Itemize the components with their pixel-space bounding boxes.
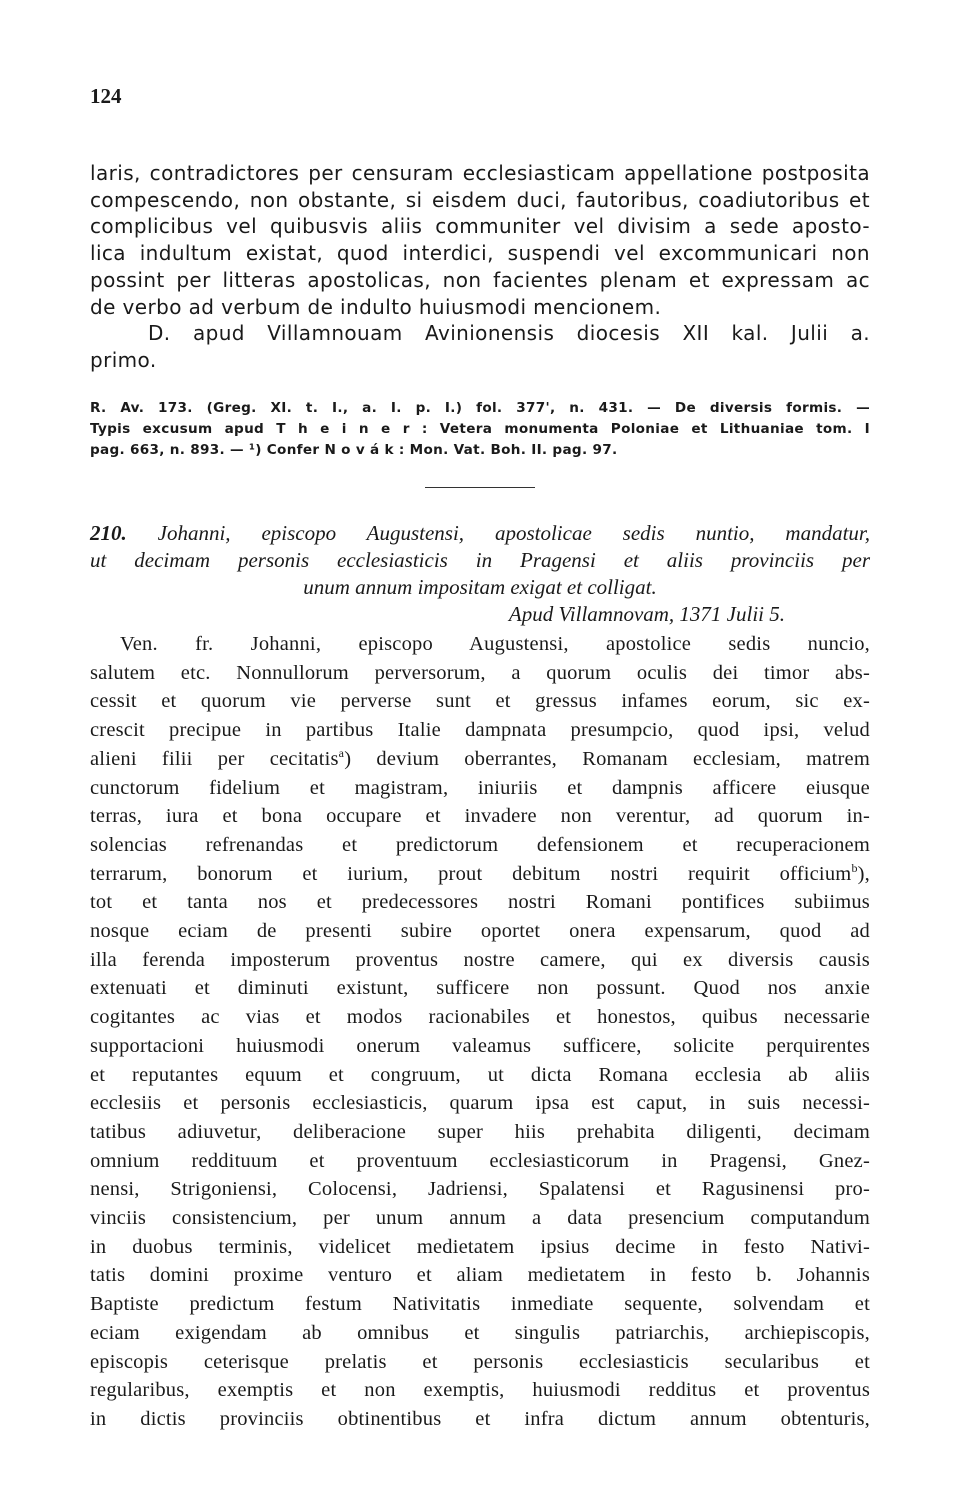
- section-divider: [425, 487, 535, 488]
- body-text: ),: [857, 862, 870, 885]
- document-date: Apud Villamnovam, 1371 Julii 5.: [508, 602, 785, 626]
- source-notes: [90, 398, 870, 461]
- body-line: cessit et quorum vie perverse sunt et gressus infames eorum, sic ex-: [90, 690, 870, 713]
- footnote-marker: a: [338, 745, 345, 760]
- body-text: alieni filii per cecitatis: [90, 747, 339, 770]
- body-line: cunctorum fidelium et magistram, iniuriis et dampnis afficere eiusque: [90, 776, 870, 799]
- body-text: terrarum, bonorum et iurium, prout debitum nostri requirit officium: [90, 862, 852, 885]
- heading-text: Johanni, episcopo Augustensi, apostolicae sedis nuntio, mandatur,: [157, 521, 870, 545]
- document-heading: [90, 520, 870, 628]
- document-body: [90, 630, 870, 1434]
- heading-line: unum annum impositam exigat et colligat.: [303, 575, 657, 599]
- body-line: Baptiste predictum festum Nativitatis inmediate sequente, solvendam et: [90, 1293, 870, 1316]
- body-line: tatis domini proxime venturo et aliam medietatem in festo b. Johannis: [90, 1264, 870, 1287]
- footnote-marker: b: [851, 860, 858, 875]
- body-line: tot et tanta nos et predecessores nostri Romani pontifices subiimus: [90, 891, 870, 914]
- body-line: episcopis ceterisque prelatis et personis ecclesiasticis secularibus et: [90, 1350, 870, 1373]
- document-number: 210.: [90, 521, 127, 545]
- text-line: complicibus vel quibusvis aliis communiter vel divisim a sede aposto-: [90, 214, 870, 239]
- body-line: ecclesiis et personis ecclesiasticis, quarum ipsa est caput, in suis necessi-: [90, 1092, 870, 1115]
- body-line: tatibus adiuvetur, deliberacione super hiis prehabita diligenti, decimam: [90, 1120, 870, 1143]
- body-line: extenuati et diminuti existunt, sufficere non possunt. Quod nos anxie: [90, 977, 870, 1000]
- body-line: nosque eciam de presenti subire oportet onera expensarum, quod ad: [90, 920, 870, 943]
- body-line: supportacioni huiusmodi onerum valeamus sufficere, solicite perquirentes: [90, 1034, 870, 1057]
- dating-line: D. apud Villamnouam Avinionensis diocesis XII kal. Julii a.: [148, 321, 870, 346]
- body-line: et reputantes equum et congruum, ut dicta Romana ecclesia ab aliis: [90, 1063, 870, 1086]
- text-line: compescendo, non obstante, si eisdem duci, fautoribus, coadiutoribus et: [90, 187, 870, 212]
- text-line: possint per litteras apostolicas, non facientes plenam et expressam ac: [90, 267, 870, 292]
- heading-line: [90, 520, 870, 547]
- body-line: illa ferenda imposterum proventus nostre camere, qui ex diversis causis: [90, 948, 870, 971]
- page-number: 124: [90, 84, 122, 108]
- continued-paragraph: [90, 160, 870, 374]
- body-line: in dictis provinciis obtinentibus et infra dictum annum obtenturis,: [90, 1407, 870, 1430]
- body-line: omnium reddituum et proventuum ecclesiasticorum in Pragensi, Gnez-: [90, 1149, 870, 1172]
- heading-line: ut decimam personis ecclesiasticis in Pragensi et aliis provinciis per: [90, 548, 870, 572]
- body-line: terras, iura et bona occupare et invadere non verentur, ad quorum in-: [90, 805, 870, 828]
- body-text: ) devium oberrantes, Romanam ecclesiam, matrem: [344, 747, 870, 770]
- text-line: de verbo ad verbum de indulto huiusmodi mencionem.: [90, 294, 662, 319]
- body-line: eciam exigendam ab omnibus et singulis patriarchis, archiepiscopis,: [90, 1321, 870, 1344]
- body-line: [90, 860, 870, 889]
- note-line: Typis excusum apud T h e i n e r : Vetera monumenta Poloniae et Lithuaniae tom. I: [90, 421, 870, 437]
- body-line: nensi, Strigoniensi, Colocensi, Jadriensi, Spalatensi et Ragusinensi pro-: [90, 1178, 870, 1201]
- body-line: cogitantes ac vias et modos racionabiles et honestos, quibus necessarie: [90, 1006, 870, 1029]
- body-line: regularibus, exemptis et non exemptis, huiusmodi redditus et proventus: [90, 1379, 870, 1402]
- note-line: pag. 663, n. 893. — ¹) Confer N o v á k : Mon. Vat. Boh. II. pag. 97.: [90, 442, 618, 458]
- text-line: laris, contradictores per censuram ecclesiasticam appellatione postposita: [90, 161, 870, 185]
- body-line: salutem etc. Nonnullorum perversorum, a quorum oculis dei timor abs-: [90, 661, 870, 684]
- note-line: R. Av. 173. (Greg. XI. t. I., a. I. p. I.) fol. 377', n. 431. — De diversis formis. —: [90, 400, 870, 416]
- dating-line-end: primo.: [90, 347, 157, 372]
- body-line: Ven. fr. Johanni, episcopo Augustensi, apostolice sedis nuncio,: [120, 633, 870, 655]
- body-line: in duobus terminis, videlicet medietatem ipsius decime in festo Nativi-: [90, 1235, 870, 1258]
- text-line: lica indultum existat, quod interdici, suspendi vel excommunicari non: [90, 241, 870, 266]
- body-line: vinciis consistencium, per unum annum a data presencium computandum: [90, 1207, 870, 1230]
- body-line: crescit precipue in partibus Italie dampnata presumpcio, quod ipsi, velud: [90, 719, 870, 742]
- body-line: solencias refrenandas et predictorum defensionem et recuperacionem: [90, 833, 870, 856]
- body-line: [90, 745, 870, 774]
